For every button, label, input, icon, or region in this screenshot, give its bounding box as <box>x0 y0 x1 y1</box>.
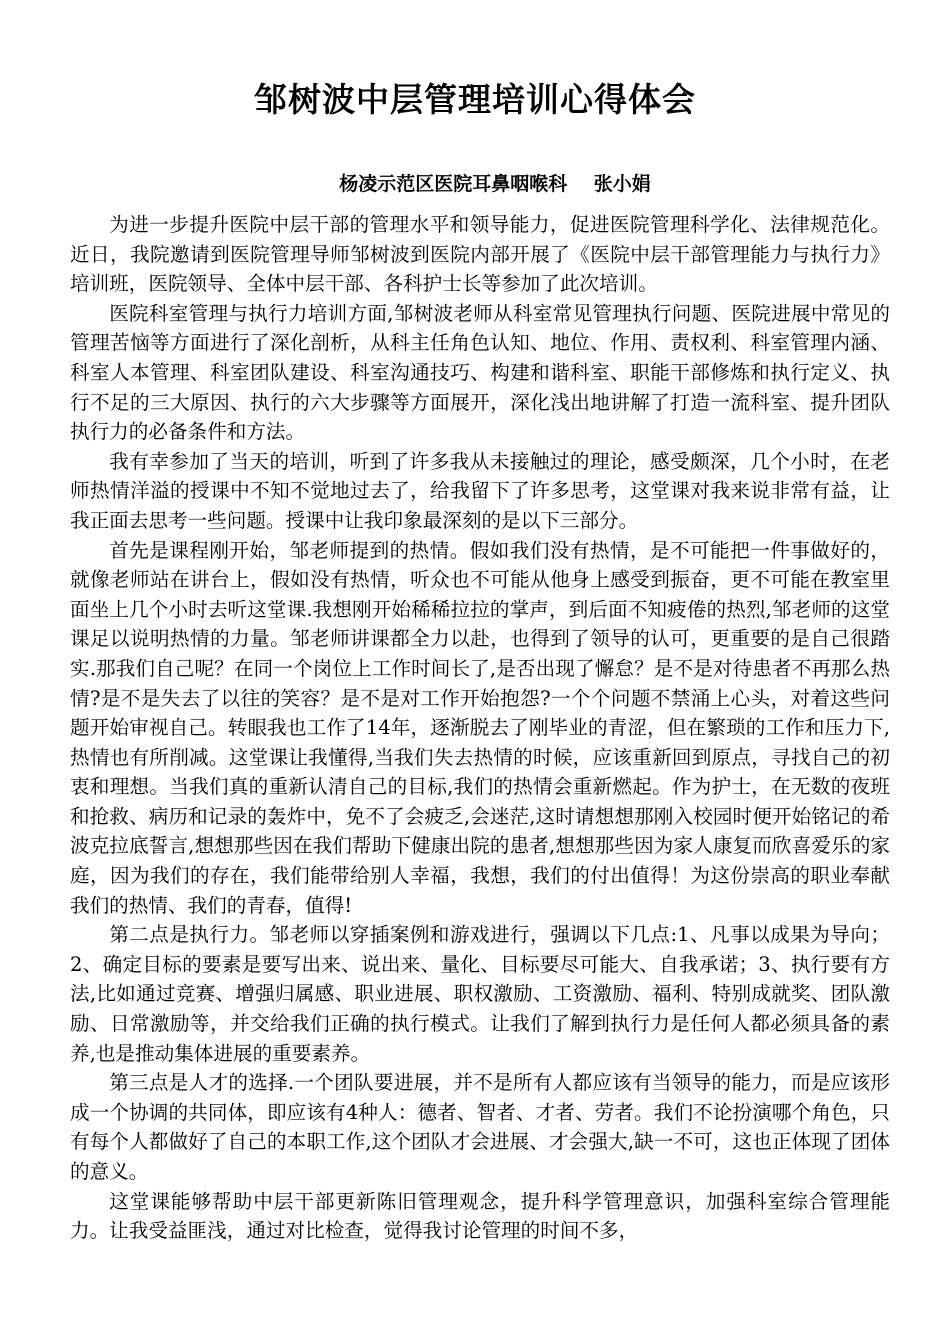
paragraph: 医院科室管理与执行力培训方面,邹树波老师从科室常见管理执行问题、医院进展中常见的管理苦恼等方面进行了深化剖析，从科主任角色认知、地位、作用、责权利、科室管理内涵、科室人本管理、科室团队建设、科室沟通技巧、构建和谐科室、职能干部修炼和执行定义、执行不足的三大原因、执行的六大步骤等方面展开，深化浅出地讲解了打造一流科室、提升团队执行力的必备条件和方法。 <box>70 301 890 444</box>
paragraph: 这堂课能够帮助中层干部更新陈旧管理观念，提升科学管理意识，加强科室综合管理能力。让我受益匪浅，通过对比检查，觉得我讨论管理的时间不多， <box>70 1189 890 1243</box>
document-title: 邹树波中层管理培训心得体会 <box>254 80 696 119</box>
paragraph: 为进一步提升医院中层干部的管理水平和领导能力，促进医院管理科学化、法律规范化。近日，我院邀请到医院管理导师邹树波到医院内部开展了《医院中层干部管理能力与执行力》培训班，医院领导、全体中层干部、各科护士长等参加了此次培训。 <box>70 213 890 296</box>
paragraph: 我有幸参加了当天的培训，听到了许多我从未接触过的理论，感受颇深，几个小时，在老师热情洋溢的授课中不知不觉地过去了，给我留下了许多思考，这堂课对我来说非常有益，让我正面去思考一些问题。授课中让我印象最深刻的是以下三部分。 <box>70 449 890 532</box>
author-line: 杨凌示范区医院耳鼻咽喉科 张小娟 <box>339 173 651 195</box>
paragraph: 首先是课程刚开始，邹老师提到的热情。假如我们没有热情，是不可能把一件事做好的，就像老师站在讲台上，假如没有热情，听众也不可能从他身上感受到振奋，更不可能在教室里面坐上几个小时去听这堂课.我想刚开始稀稀拉拉的掌声，到后面不知疲倦的热烈,邹老师的这堂课足以说明热情的力量。邹老师讲课都全力以赴，也得到了领导的认可，更重要的是自己很踏实.那我们自己呢？在同一个岗位上工作时间长了,是否出现了懈怠？是不是对待患者不再那么热情?是不是失去了以往的笑容？是不是对工作开始抱怨?一个个问题不禁涌上心头，对着这些问题开始审视自己。转眼我也工作了14年，逐渐脱去了刚毕业的青涩，但在繁琐的工作和压力下,热情也有所削减。这堂课让我懂得,当我们失去热情的时候，应该重新回到原点，寻找自己的初衷和理想。当我们真的重新认清自己的目标,我们的热情会重新燃起。作为护士，在无数的夜班和抢救、病历和记录的轰炸中，免不了会疲乏,会迷茫,这时请想想那刚入校园时便开始铭记的希波克拉底誓言,想想那些因在我们帮助下健康出院的患者,想想那些因为家人康复而欣喜爱乐的家庭，因为我们的存在，我们能带给别人幸福，我想，我们的付出值得！为这份崇高的职业奉献我们的热情、我们的青春，值得! <box>70 538 890 917</box>
paragraph: 第三点是人才的选择.一个团队要进展，并不是所有人都应该有当领导的能力，而是应该形成一个协调的共同体，即应该有4种人：德者、智者、才者、劳者。我们不论扮演哪个角色，只有每个人都做好了自己的本职工作,这个团队才会进展、才会强大,缺一不可，这也正体现了团体的意义。 <box>70 1071 890 1183</box>
document-body <box>70 210 890 1246</box>
paragraph: 第二点是执行力。邹老师以穿插案例和游戏进行，强调以下几点:1、凡事以成果为导向；2、确定目标的要素是要写出来、说出来、量化、目标要尽可能大、自我承诺；3、执行要有方法,比如通过竞赛、增强归属感、职业进展、职权激励、工资激励、福利、特别成就奖、团队激励、日常激励等，并交给我们正确的执行模式。让我们了解到执行力是任何人都必须具备的素养,也是推动集体进展的重要素养。 <box>70 923 890 1065</box>
